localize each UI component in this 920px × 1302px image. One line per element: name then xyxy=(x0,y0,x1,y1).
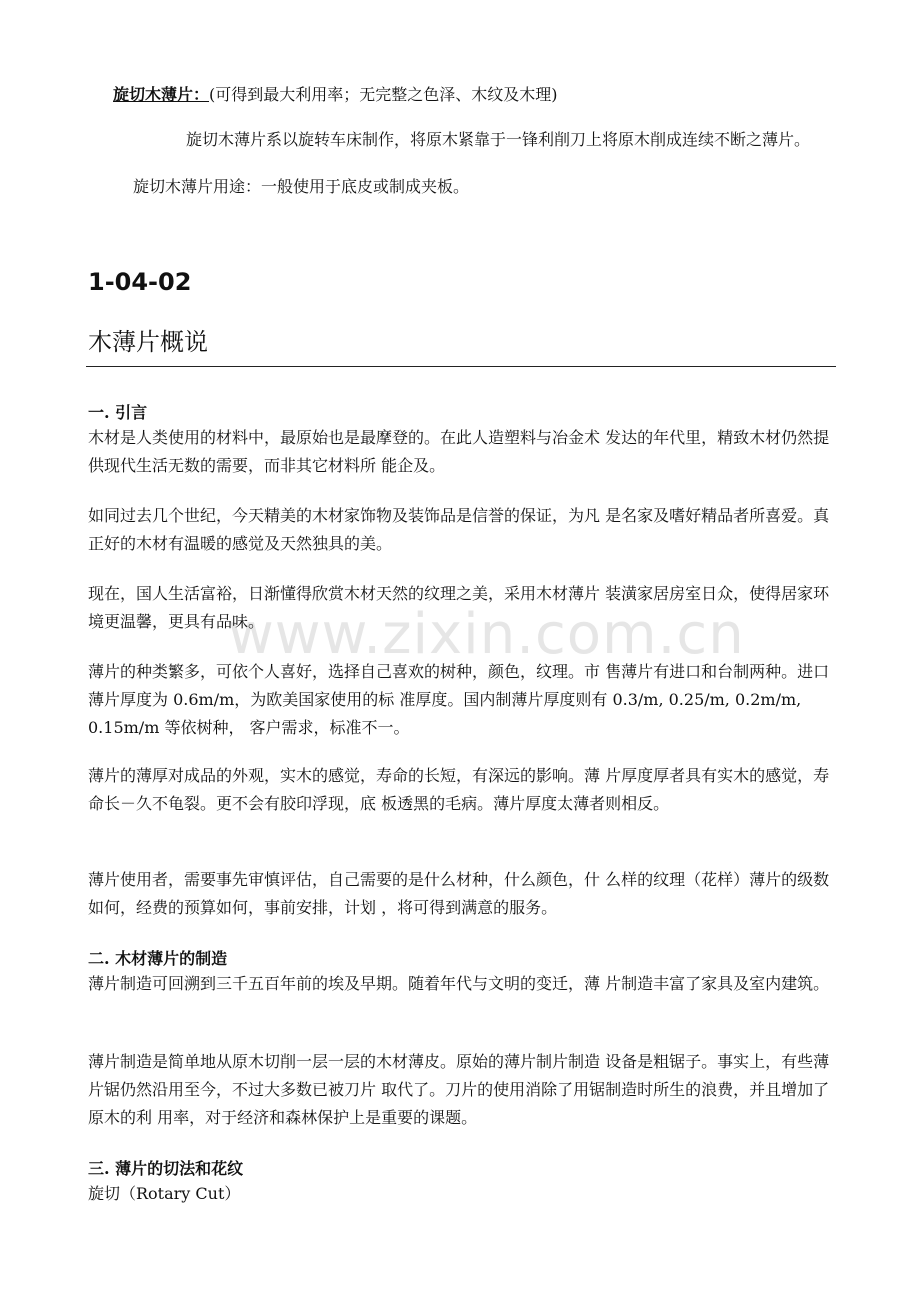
section-number: 1-04-02 xyxy=(88,268,192,296)
section-title: 木薄片概说 xyxy=(88,328,208,356)
rotary-veneer-label: 旋切木薄片： xyxy=(113,85,210,104)
heading-manufacturing: 二. 木材薄片的制造 xyxy=(88,949,228,968)
paragraph: 薄片的薄厚对成品的外观，实木的感觉，寿命的长短，有深远的影响。薄 片厚度厚者具有实木的感觉，寿命长－久不龟裂。更不会有胶印浮现，底 板透黑的毛病。薄片厚度太薄者则相反。 xyxy=(88,766,830,813)
heading-introduction: 一. 引言 xyxy=(88,403,148,422)
heading-cutting-methods: 三. 薄片的切法和花纹 xyxy=(88,1159,244,1178)
paragraph: 木材是人类使用的材料中，最原始也是最摩登的。在此人造塑料与冶金术 发达的年代里，精致木材仍然提供现代生活无数的需要，而非其它材料所 能企及。 xyxy=(88,428,830,475)
paragraph: 现在，国人生活富裕，日渐懂得欣赏木材天然的纹理之美，采用木材薄片 装潢家居房室日众，使得居家环境更温馨，更具有品味。 xyxy=(88,584,830,631)
paragraph: 薄片制造是简单地从原木切削一层一层的木材薄皮。原始的薄片制片制造 设备是粗锯子。事实上，有些薄片锯仍然沿用至今，不过大多数已被刀片 取代了。刀片的使用消除了用锯制造时所生的浪费，并且增加了原木的利 用率，对于经济和森林保护上是重要的课题。 xyxy=(88,1052,830,1127)
rotary-veneer-usage: 旋切木薄片用途：一般使用于底皮或制成夹板。 xyxy=(133,177,470,196)
rotary-veneer-description: 旋切木薄片系以旋转车床制作，将原木紧靠于一锋利削刀上将原木削成连续不断之薄片。 xyxy=(186,130,811,149)
section-divider xyxy=(86,366,836,367)
paragraph: 薄片的种类繁多，可依个人喜好，选择自己喜欢的树种，颜色，纹理。市 售薄片有进口和台制两种。进口薄片厚度为 0.6m/m，为欧美国家使用的标 准厚度。国内制薄片厚度则有 0.3/m, 0.25/m, 0.2m/m, 0.15m/m 等依树种， 客户需求，标准不一。 xyxy=(88,662,830,737)
rotary-veneer-note: (可得到最大利用率；无完整之色泽、木纹及木理) xyxy=(209,85,558,104)
paragraph: 薄片使用者，需要事先审慎评估，自己需要的是什么材种，什么颜色，什 么样的纹理（花样）薄片的级数如何，经费的预算如何，事前安排，计划 ，将可得到满意的服务。 xyxy=(88,870,830,917)
paragraph: 薄片制造可回溯到三千五百年前的埃及早期。随着年代与文明的变迁，薄 片制造丰富了家具及室内建筑。 xyxy=(88,974,830,993)
paragraph: 如同过去几个世纪，今天精美的木材家饰物及装饰品是信誉的保证，为凡 是名家及嗜好精品者所喜爱。真正好的木材有温暖的感觉及天然独具的美。 xyxy=(88,506,830,553)
watermark: www.zixin.com.cn xyxy=(228,602,745,667)
rotary-veneer-heading xyxy=(113,82,558,105)
paragraph: 旋切（Rotary Cut） xyxy=(88,1184,241,1203)
